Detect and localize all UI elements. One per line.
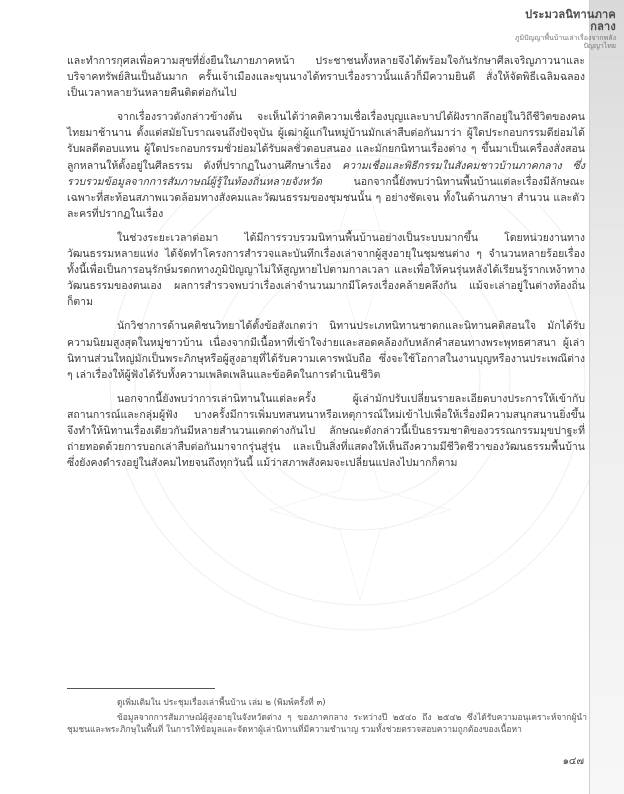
emphasis-text: ความเชื่อและพิธีกรรมในสังคมชาวบ้านภาคกลาง ซึ่งรวบรวมข้อมูลจากการสัมภาษณ์ผู้รู้ในท้องถิ่นหลายจังหวัด	[67, 159, 586, 188]
paragraph: นอกจากนี้ยังพบว่าการเล่านิทานในแต่ละครั้ง ผู้เล่ามักปรับเปลี่ยนรายละเอียดบางประการให้เข้ากับสถานการณ์และกลุ่มผู้ฟัง บางครั้งมีการเพิ่มบทสนทนาหรือเหตุการณ์ใหม่เข้าไปเพื่อให้เรื่องมีความสนุกสนานยิ่งขึ้น จึงทำให้นิทานเรื่องเดียวกันมีหลายสำนวนแตกต่างกันไป ลักษณะดังกล่าวนี้เป็นธรรมชาติของวรรณกรรมมุขปาฐะที่ถ่ายทอดด้วยการบอกเล่าสืบต่อกันมาจากรุ่นสู่รุ่น และเป็นสิ่งที่แสดงให้เห็นถึงความมีชีวิตชีวาของวัฒนธรรมพื้นบ้าน ซึ่งยังคงดำรงอยู่ในสังคมไทยจนถึงทุกวันนี้ แม้ว่าสภาพสังคมจะเปลี่ยนแปลงไปมากก็ตาม	[67, 392, 585, 470]
running-head	[506, 9, 616, 51]
body-text	[67, 53, 585, 479]
paragraph: และทำการกุศลเพื่อความสุขที่ยั่งยืนในภายภาคหน้า ประชาชนทั้งหลายจึงได้พร้อมใจกันรักษาศีลเจริญภาวนาและบริจาคทรัพย์สินเป็นอันมาก ครั้นเจ้าเมืองและขุนนางได้ทราบเรื่องราวนั้นแล้วก็มีความยินดี สั่งให้จัดพิธีเฉลิมฉลองเป็นเวลาหลายวันหลายคืนติดต่อกันไป	[67, 55, 585, 100]
page-number: ๑๔๗	[562, 756, 584, 767]
footnotes	[67, 697, 587, 739]
running-head-title: ประมวลนิทานภาคกลาง	[525, 8, 616, 34]
paragraph: ในช่วงระยะเวลาต่อมา ได้มีการรวบรวมนิทานพื้นบ้านอย่างเป็นระบบมากขึ้น โดยหน่วยงานทางวัฒนธรรมหลายแห่ง ได้จัดทำโครงการสำรวจและบันทึกเรื่องเล่าจากผู้สูงอายุในชุมชนต่าง ๆ จำนวนหลายร้อยเรื่อง ทั้งนี้เพื่อเป็นการอนุรักษ์มรดกทางภูมิปัญญาไม่ให้สูญหายไปตามกาลเวลา และเพื่อให้คนรุ่นหลังได้เรียนรู้รากเหง้าทางวัฒนธรรมของตนเอง ผลการสำรวจพบว่าเรื่องเล่าจำนวนมากมีโครงเรื่องคล้ายคลึงกัน แม้จะเล่าอยู่ในต่างท้องถิ่นก็ตาม	[67, 231, 585, 309]
running-head-subtitle: ภูมิปัญญาพื้นบ้านเล่าเรื่องจากพลังปัญญาไทย	[514, 34, 616, 50]
footnote: ข้อมูลจากการสัมภาษณ์ผู้สูงอายุในจังหวัดต่าง ๆ ของภาคกลาง ระหว่างปี ๒๕๔๐ ถึง ๒๕๔๒ ซึ่งได้รับความอนุเคราะห์จากผู้นำชุมชนและพระภิกษุในพื้นที่ ในการให้ข้อมูลและจัดหาผู้เล่านิทานที่มีความชำนาญ รวมทั้งช่วยตรวจสอบความถูกต้องของเนื้อหา	[67, 713, 587, 735]
paragraph: นักวิชาการด้านคติชนวิทยาได้ตั้งข้อสังเกตว่า นิทานประเภทนิทานชาดกและนิทานคติสอนใจ มักได้รับความนิยมสูงสุดในหมู่ชาวบ้าน เนื่องจากมีเนื้อหาที่เข้าใจง่ายและสอดคล้องกับหลักคำสอนทางพระพุทธศาสนา ผู้เล่านิทานส่วนใหญ่มักเป็นพระภิกษุหรือผู้สูงอายุที่ได้รับความเคารพนับถือ ซึ่งจะใช้โอกาสในงานบุญหรืองานประเพณีต่าง ๆ เล่าเรื่องให้ผู้ฟังได้รับทั้งความเพลิดเพลินและข้อคิดในการดำเนินชีวิต	[67, 320, 585, 381]
section-tab-bar	[589, 0, 624, 794]
footnote-divider	[67, 688, 215, 689]
paragraph: จากเรื่องราวดังกล่าวข้างต้น จะเห็นได้ว่าคติความเชื่อเรื่องบุญและบาปได้ฝังรากลึกอยู่ในวิถีชีวิตของคนไทยมาช้านาน ตั้งแต่สมัยโบราณจนถึงปัจจุบัน ผู้เฒ่าผู้แก่ในหมู่บ้านมักเล่าสืบต่อกันมาว่า ผู้ใดประกอบกรรมดีย่อมได้รับผลดีตอบแทน ผู้ใดประกอบกรรมชั่วย่อมได้รับผลชั่วตอบสนอง และมักยกนิทานเรื่องต่าง ๆ ขึ้นมาเป็นเครื่องสั่งสอนลูกหลานให้ตั้งอยู่ในศีลธรรม ดังที่ปรากฏในงานศึกษาเรื่อง ความเชื่อและพิธีกรรมในสังคมชาวบ้านภาคกลาง ซึ่งรวบรวมข้อมูลจากการสัมภาษณ์ผู้รู้ในท้องถิ่นหลายจังหวัด นอกจากนี้ยังพบว่านิทานพื้นบ้านแต่ละเรื่องมีลักษณะเฉพาะที่สะท้อนสภาพแวดล้อมทางสังคมและวัฒนธรรมของชุมชนนั้น ๆ อย่างชัดเจน ทั้งในด้านภาษา สำนวน และตัวละครที่ปรากฏในเรื่อง	[67, 111, 586, 220]
footnote: ดูเพิ่มเติมใน ประชุมเรื่องเล่าพื้นบ้าน เล่ม ๒ (พิมพ์ครั้งที่ ๓)	[117, 698, 326, 708]
